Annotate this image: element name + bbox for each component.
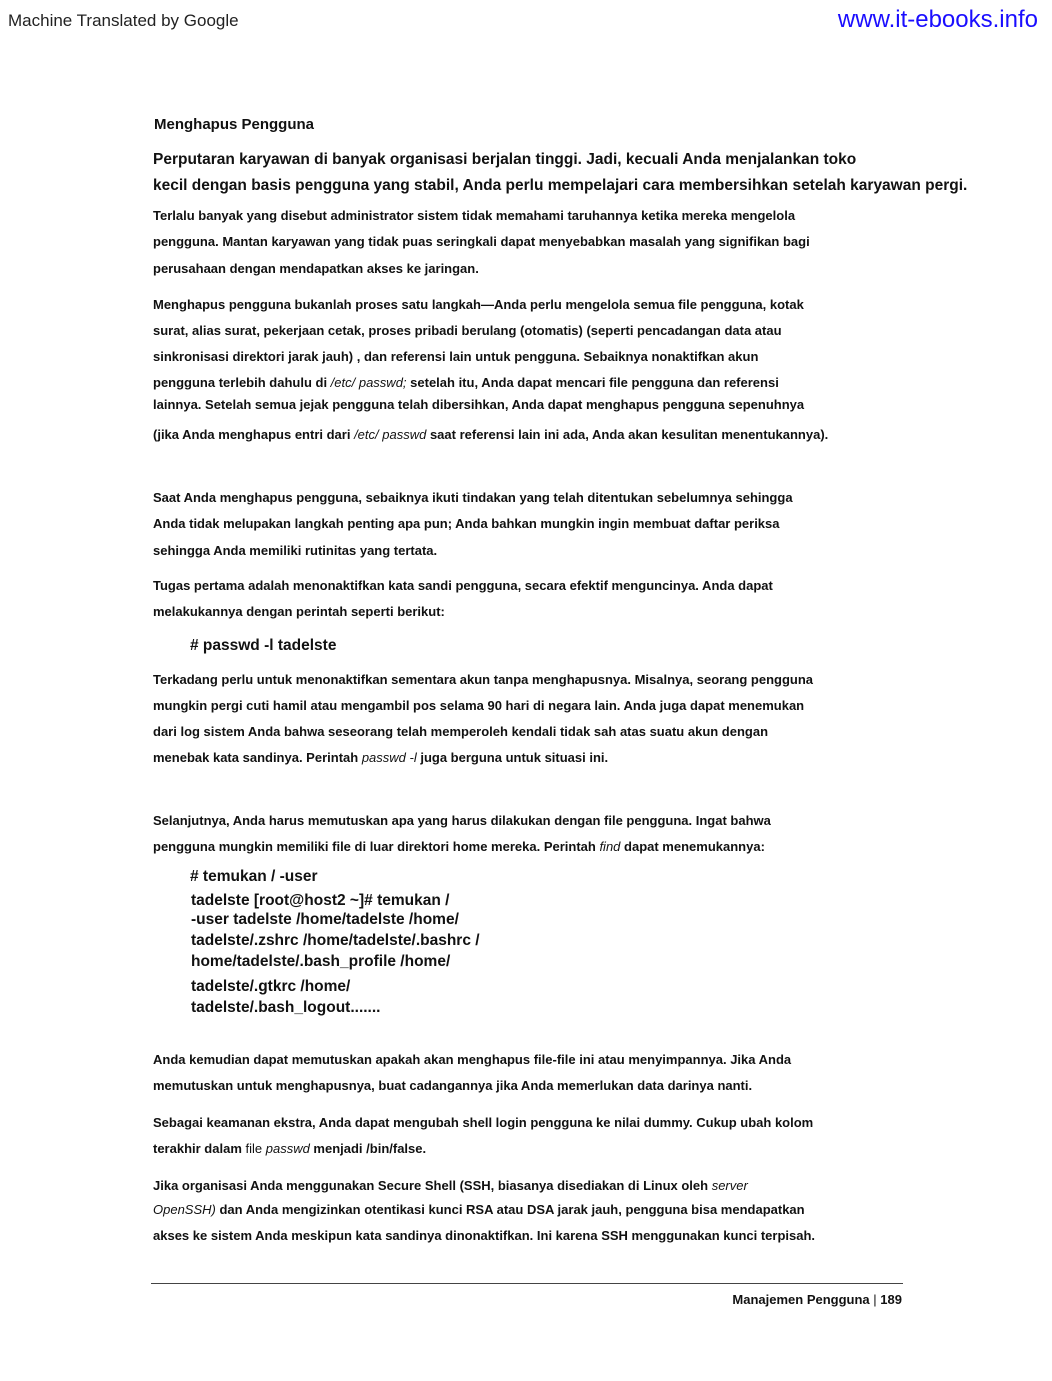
text-run: menjadi /bin/false. bbox=[309, 1141, 427, 1156]
command-text: passwd -l bbox=[361, 750, 417, 765]
text-run: pengguna terlebih dahulu di bbox=[153, 375, 331, 390]
paragraph-line: melakukannya dengan perintah seperti berikut: bbox=[153, 604, 445, 619]
lead-line: Perputaran karyawan di banyak organisasi berjalan tinggi. Jadi, kecuali Anda menjalankan toko bbox=[153, 151, 857, 168]
path-text: /etc/ passwd bbox=[354, 427, 427, 442]
paragraph-line: Terkadang perlu untuk menonaktifkan sementara akun tanpa menghapusnya. Misalnya, seorang pengguna bbox=[153, 672, 814, 687]
text-run: pengguna mungkin memiliki file di luar direktori home mereka. Perintah bbox=[153, 839, 600, 854]
product-text: server bbox=[711, 1178, 748, 1193]
paragraph-line: memutuskan untuk menghapusnya, buat cadangannya jika Anda memerlukan data darinya nanti. bbox=[153, 1078, 753, 1093]
paragraph-line: perusahaan dengan mendapatkan akses ke jaringan. bbox=[153, 261, 479, 276]
paragraph-line bbox=[153, 1178, 748, 1193]
text-run: Jika organisasi Anda menggunakan Secure Shell (SSH, biasanya disediakan di Linux oleh bbox=[153, 1178, 712, 1193]
machine-translation-notice: Machine Translated by Google bbox=[8, 11, 239, 30]
paragraph-line bbox=[153, 750, 608, 765]
text-run: dapat menemukannya: bbox=[620, 839, 765, 854]
text-run: terakhir dalam bbox=[153, 1141, 246, 1156]
paragraph-line bbox=[153, 375, 779, 390]
paragraph-line: sehingga Anda memiliki rutinitas yang tertata. bbox=[153, 543, 438, 558]
code-line: -user tadelste /home/tadelste /home/ bbox=[191, 911, 459, 928]
command-text: find bbox=[599, 839, 621, 854]
paragraph-line bbox=[153, 1202, 805, 1217]
section-title: Menghapus Pengguna bbox=[154, 116, 315, 133]
paragraph-line: pengguna. Mantan karyawan yang tidak puas seringkali dapat menyebabkan masalah yang signifikan bagi bbox=[153, 234, 810, 249]
page-number: 189 bbox=[880, 1292, 902, 1307]
text-run: juga berguna untuk situasi ini. bbox=[416, 750, 609, 765]
paragraph-line: Terlalu banyak yang disebut administrator sistem tidak memahami taruhannya ketika mereka mengelola bbox=[153, 208, 796, 223]
text-run: file bbox=[245, 1141, 266, 1156]
paragraph-line: Sebagai keamanan ekstra, Anda dapat mengubah shell login pengguna ke nilai dummy. Cukup ubah kolom bbox=[153, 1115, 814, 1130]
lead-line: kecil dengan basis pengguna yang stabil, Anda perlu mempelajari cara membersihkan setelah karyawan pergi. bbox=[153, 177, 968, 194]
text-run: setelah itu, Anda dapat mencari file pengguna dan referensi bbox=[406, 375, 779, 390]
text-run: dan Anda mengizinkan otentikasi kunci RSA atau DSA jarak jauh, pengguna bisa mendapatkan bbox=[215, 1202, 805, 1217]
code-line: tadelste/.bash_logout....... bbox=[191, 999, 381, 1016]
paragraph-line: Saat Anda menghapus pengguna, sebaiknya ikuti tindakan yang telah ditentukan sebelumnya sehingga bbox=[153, 490, 793, 505]
chapter-title: Manajemen Pengguna bbox=[732, 1292, 870, 1307]
paragraph-line: dari log sistem Anda bahwa seseorang telah memperoleh kendali tidak sah atas suatu akun dengan bbox=[153, 724, 769, 739]
code-line: # temukan / -user bbox=[190, 868, 318, 885]
code-line: tadelste [root@host2 ~]# temukan / bbox=[191, 892, 450, 909]
footer-divider bbox=[151, 1283, 903, 1284]
product-text: OpenSSH) bbox=[153, 1202, 216, 1217]
site-link[interactable]: www.it-ebooks.info bbox=[837, 6, 1038, 33]
page-footer bbox=[732, 1292, 902, 1307]
code-line: tadelste/.gtkrc /home/ bbox=[191, 978, 351, 995]
paragraph-line bbox=[153, 427, 828, 442]
paragraph-line: Menghapus pengguna bukanlah proses satu langkah—Anda perlu mengelola semua file pengguna, kotak bbox=[153, 297, 804, 312]
file-text: passwd bbox=[265, 1141, 310, 1156]
paragraph-line: Anda tidak melupakan langkah penting apa pun; Anda bahkan mungkin ingin membuat daftar periksa bbox=[153, 516, 780, 531]
paragraph-line bbox=[153, 839, 765, 854]
text-run: (jika Anda menghapus entri dari bbox=[153, 427, 355, 442]
paragraph-line: Tugas pertama adalah menonaktifkan kata sandi pengguna, secara efektif menguncinya. Anda dapat bbox=[153, 578, 773, 593]
paragraph-line: mungkin pergi cuti hamil atau mengambil pos selama 90 hari di negara lain. Anda juga dapat menemukan bbox=[153, 698, 805, 713]
text-run: saat referensi lain ini ada, Anda akan kesulitan menentukannya). bbox=[426, 427, 829, 442]
paragraph-line: lainnya. Setelah semua jejak pengguna telah dibersihkan, Anda dapat menghapus pengguna sepenuhnya bbox=[153, 397, 805, 412]
text-run: menebak kata sandinya. Perintah bbox=[153, 750, 362, 765]
paragraph-line: sinkronisasi direktori jarak jauh) , dan referensi lain untuk pengguna. Sebaiknya nonaktifkan akun bbox=[153, 349, 759, 364]
footer-separator: | bbox=[873, 1292, 877, 1307]
code-line: tadelste/.zshrc /home/tadelste/.bashrc / bbox=[191, 932, 480, 949]
paragraph-line: Anda kemudian dapat memutuskan apakah akan menghapus file-file ini atau menyimpannya. Jika Anda bbox=[153, 1052, 792, 1067]
paragraph-line bbox=[153, 1141, 426, 1156]
paragraph-line: surat, alias surat, pekerjaan cetak, proses pribadi berulang (otomatis) (seperti pencadangan data atau bbox=[153, 323, 782, 338]
code-line: home/tadelste/.bash_profile /home/ bbox=[191, 953, 451, 970]
code-command: # passwd -l tadelste bbox=[190, 637, 337, 654]
paragraph-line: akses ke sistem Anda meskipun kata sandinya dinonaktifkan. Ini karena SSH menggunakan kunci terpisah. bbox=[153, 1228, 816, 1243]
path-text: /etc/ passwd; bbox=[330, 375, 407, 390]
paragraph-line: Selanjutnya, Anda harus memutuskan apa yang harus dilakukan dengan file pengguna. Ingat bahwa bbox=[153, 813, 771, 828]
